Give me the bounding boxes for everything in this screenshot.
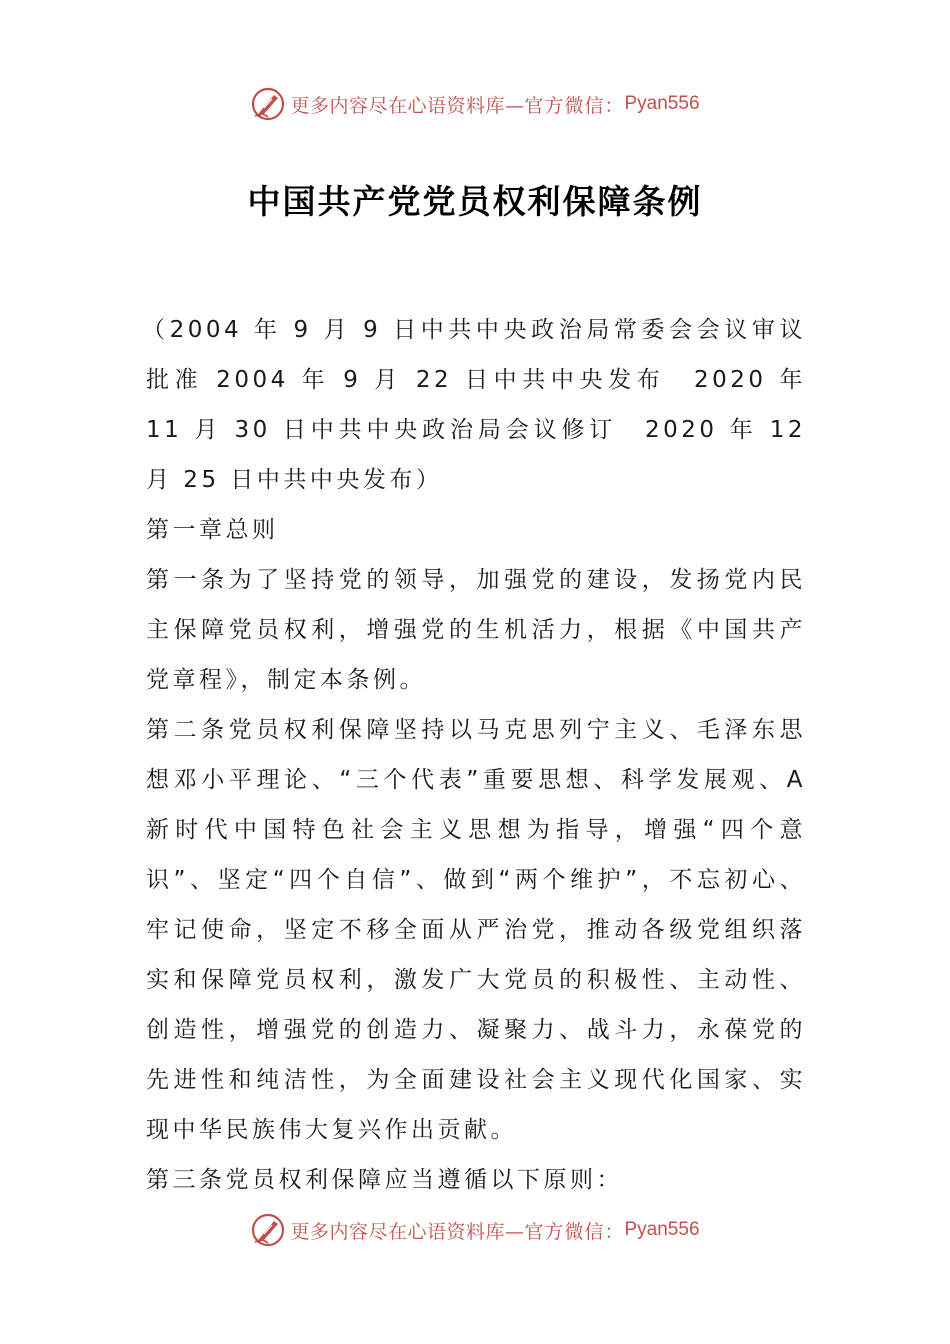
document-title: 中国共产党党员权利保障条例	[247, 182, 703, 221]
footer-watermark-banner	[0, 1210, 950, 1250]
quill-pen-logo-icon	[250, 1212, 286, 1248]
promo-text: 更多内容尽在心语资料库—	[290, 1220, 525, 1243]
wechat-handle: Pyan556	[624, 93, 700, 114]
article-paragraph: 第三条党员权利保障应当遵循以下原则：	[146, 1167, 623, 1193]
article-paragraph: 第一条为了坚持党的领导，加强党的建设，发扬党内民主保障党员权利，增强党的生机活力，根据《中国共产党章程》，制定本条例。	[146, 567, 806, 693]
article-paragraph: 第二条党员权利保障坚持以马克思列宁主义、毛泽东思想邓小平理论、“三个代表”重要思想、科学发展观、A 新时代中国特色社会主义思想为指导，增强“四个意识”、坚定“四个自信”、做到“两个维护”，不忘初心、牢记使命，坚定不移全面从严治党，推动各级党组织落实和保障党员权利，激发广大党员的积极性、主动性、创造性，增强党的创造力、凝聚力、战斗力，永葆党的先进性和纯洁性，为全面建设社会主义现代化国家、实现中华民族伟大复兴作出贡献。	[146, 717, 806, 1143]
quill-pen-logo-icon	[250, 86, 286, 122]
wechat-label: 官方微信：	[524, 94, 625, 117]
approval-note: （2004 年 9 月 9 日中共中央政治局常委会会议审议批准 2004 年 9 月 22 日中共中央发布 2020 年 11 月 30 日中共中央政治局会议修订 2020 年 12 月 25 日中共中央发布）	[142, 317, 806, 493]
document-body	[142, 305, 806, 1205]
wechat-label: 官方微信：	[524, 1220, 625, 1243]
wechat-handle: Pyan556	[624, 1219, 700, 1240]
header-watermark-banner	[0, 84, 950, 124]
promo-text: 更多内容尽在心语资料库—	[290, 94, 525, 117]
chapter-heading: 第一章总则	[146, 517, 279, 543]
